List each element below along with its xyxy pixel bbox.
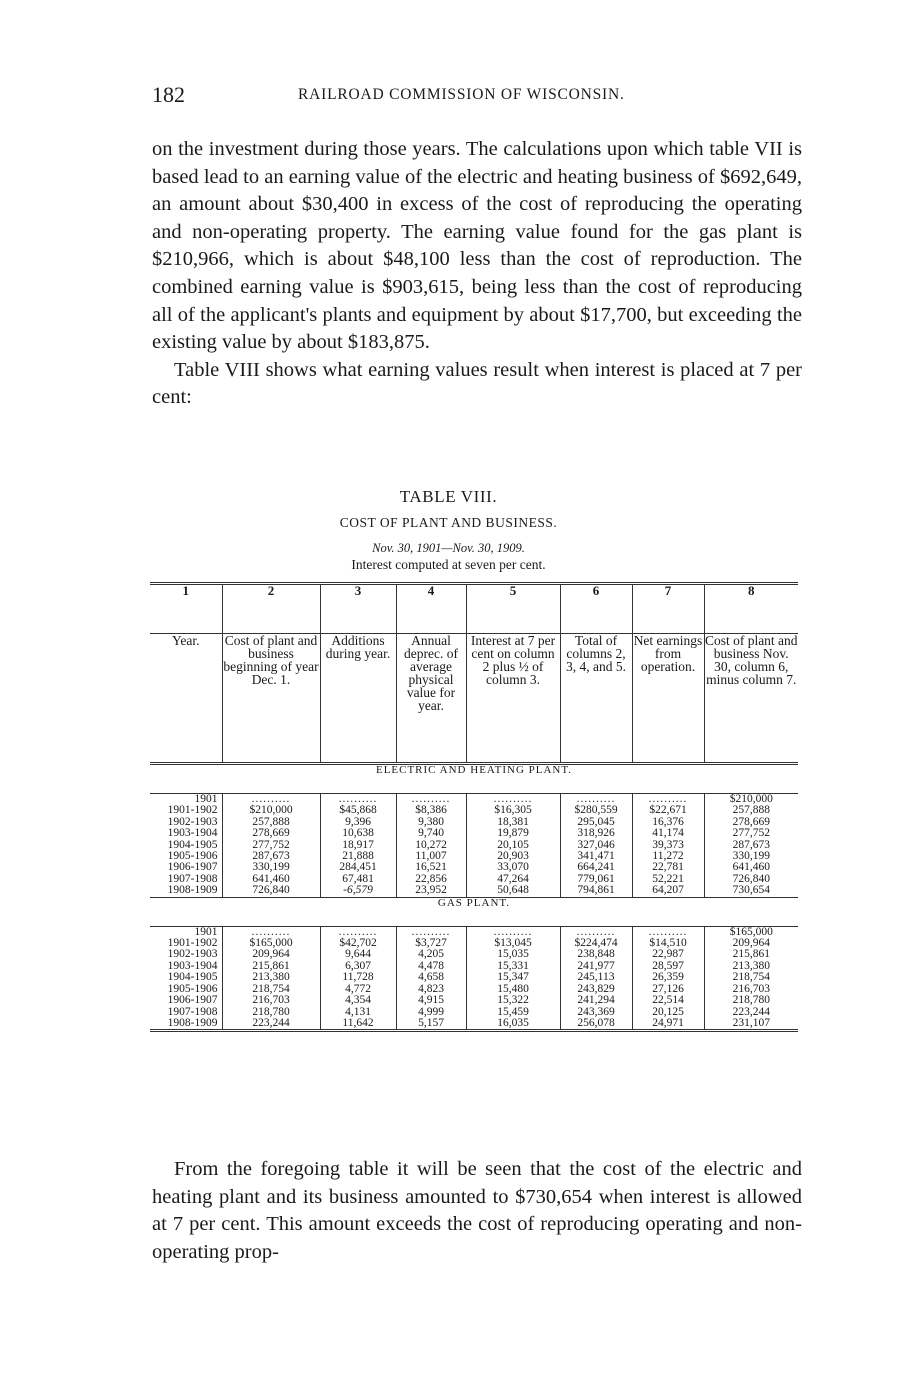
start-row (150, 794, 798, 806)
column-header-row (150, 634, 798, 764)
column-number: 3 (320, 584, 396, 634)
table-subtitle: COST OF PLANT AND BUSINESS. (339, 515, 558, 530)
running-head: RAILROAD COMMISSION OF WISCONSIN. (298, 86, 625, 103)
value-cell: 641,460 (704, 862, 798, 873)
value-cell: 218,780 (704, 995, 798, 1006)
column-number: 4 (396, 584, 466, 634)
value-cell: 6,307 (320, 961, 396, 972)
value-cell: 20,125 (632, 1007, 704, 1018)
value-cell: 794,861 (560, 885, 632, 897)
value-cell: 278,669 (704, 817, 798, 828)
value-cell: 330,199 (222, 862, 320, 873)
table-row (150, 1007, 798, 1018)
value-cell: 730,654 (704, 885, 798, 897)
value-cell: 5,157 (396, 1018, 466, 1031)
value-cell: 278,669 (222, 828, 320, 839)
value-cell: $13,045 (466, 938, 560, 949)
value-cell: 4,823 (396, 984, 466, 995)
value-cell: 15,331 (466, 961, 560, 972)
value-cell: 21,888 (320, 851, 396, 862)
value-cell: $22,671 (632, 805, 704, 816)
page-number: 182 (152, 82, 185, 107)
value-cell: 213,380 (704, 961, 798, 972)
value-cell: $42,702 (320, 938, 396, 949)
value-cell: 287,673 (222, 851, 320, 862)
value-cell: 287,673 (704, 840, 798, 851)
value-cell: 330,199 (704, 851, 798, 862)
dot-leader: .......... (466, 794, 560, 806)
value-cell: 10,638 (320, 828, 396, 839)
column-header: Total of columns 2, 3, 4, and 5. (560, 634, 632, 764)
year-cell: 1907-1908 (167, 872, 218, 885)
value-cell: 243,369 (560, 1007, 632, 1018)
year-cell: 1901-1902 (167, 804, 218, 817)
value-cell: 33,070 (466, 862, 560, 873)
value-cell: 23,952 (396, 885, 466, 897)
value-cell: 11,728 (320, 972, 396, 983)
value-cell: 231,107 (704, 1018, 798, 1031)
year-cell: 1904-1905 (167, 971, 218, 984)
value-cell: 243,829 (560, 984, 632, 995)
value-cell: 215,861 (704, 949, 798, 960)
value-cell: 277,752 (704, 828, 798, 839)
section-label-row (150, 897, 798, 926)
value-cell: 664,241 (560, 862, 632, 873)
table-row (150, 851, 798, 862)
value-cell: 218,780 (222, 1007, 320, 1018)
value-cell: $8,386 (396, 805, 466, 816)
table-note: Interest computed at seven per cent. (351, 557, 546, 572)
electric-section (150, 764, 798, 898)
value-cell: 20,903 (466, 851, 560, 862)
section-label-electric: ELECTRIC AND HEATING PLANT. (150, 764, 798, 794)
dot-leader: .......... (466, 926, 560, 938)
value-cell: 4,205 (396, 949, 466, 960)
value-cell: 9,740 (396, 828, 466, 839)
body-text-top (152, 136, 802, 412)
table-row (150, 949, 798, 960)
value-cell: 15,347 (466, 972, 560, 983)
dot-leader: .......... (560, 794, 632, 806)
value-cell: 9,644 (320, 949, 396, 960)
value-cell: 4,131 (320, 1007, 396, 1018)
column-header: Interest at 7 per cent on column 2 plus ½ of column 3. (466, 634, 560, 764)
column-header: Cost of plant and business Nov. 30, column 6, minus column 7. (704, 634, 798, 764)
value-cell: 218,754 (704, 972, 798, 983)
table-period: Nov. 30, 1901—Nov. 30, 1909. (372, 541, 525, 555)
value-cell: 4,478 (396, 961, 466, 972)
column-header: Net earnings from operation. (632, 634, 704, 764)
value-cell: $280,559 (560, 805, 632, 816)
column-number: 2 (222, 584, 320, 634)
value-cell: 4,915 (396, 995, 466, 1006)
dot-leader: .......... (320, 926, 396, 938)
value-cell: 15,459 (466, 1007, 560, 1018)
value-cell: 284,451 (320, 862, 396, 873)
value-cell: 4,658 (396, 972, 466, 983)
value-cell: 4,354 (320, 995, 396, 1006)
value-cell: 223,244 (704, 1007, 798, 1018)
paragraph-2: Table VIII shows what earning values result when interest is placed at 7 per cent: (152, 358, 802, 409)
value-cell: 26,359 (632, 972, 704, 983)
body-text-bottom (152, 1156, 802, 1266)
year-cell: 1906-1907 (167, 861, 218, 874)
value-cell: 209,964 (704, 938, 798, 949)
year-cell: 1905-1906 (167, 982, 218, 995)
column-number: 6 (560, 584, 632, 634)
table-row (150, 984, 798, 995)
value-cell: 9,396 (320, 817, 396, 828)
value-cell: 213,380 (222, 972, 320, 983)
value-cell: 726,840 (222, 885, 320, 897)
value-cell: 4,999 (396, 1007, 466, 1018)
value-cell: 209,964 (222, 949, 320, 960)
value-cell: 19,879 (466, 828, 560, 839)
table-title: TABLE VIII. (399, 487, 498, 506)
table-row (150, 938, 798, 949)
value-cell: 779,061 (560, 874, 632, 885)
table-row (150, 862, 798, 873)
dot-leader: .......... (222, 926, 320, 938)
year-cell: 1904-1905 (167, 838, 218, 851)
value-cell: 277,752 (222, 840, 320, 851)
value-cell: 295,045 (560, 817, 632, 828)
table-row (150, 995, 798, 1006)
start-value: $165,000 (704, 926, 798, 938)
value-cell: $45,868 (320, 805, 396, 816)
column-number-row (150, 584, 798, 634)
table-row (150, 817, 798, 828)
value-cell: 10,272 (396, 840, 466, 851)
value-cell: 15,480 (466, 984, 560, 995)
value-cell: 15,322 (466, 995, 560, 1006)
section-label-row (150, 764, 798, 794)
value-cell: 16,035 (466, 1018, 560, 1031)
value-cell: $3,727 (396, 938, 466, 949)
value-cell: 28,597 (632, 961, 704, 972)
value-cell: 22,514 (632, 995, 704, 1006)
value-cell: 22,781 (632, 862, 704, 873)
year-cell: 1903-1904 (167, 959, 218, 972)
value-cell: 41,174 (632, 828, 704, 839)
value-cell: $224,474 (560, 938, 632, 949)
year-cell: 1903-1904 (167, 827, 218, 840)
table-row (150, 972, 798, 983)
value-cell: 22,987 (632, 949, 704, 960)
table-row (150, 805, 798, 816)
value-cell: 16,521 (396, 862, 466, 873)
value-cell: 257,888 (704, 805, 798, 816)
year-cell: 1902-1903 (167, 815, 218, 828)
year-cell: 1905-1906 (167, 850, 218, 863)
value-cell: 50,648 (466, 885, 560, 897)
year-cell: 1906-1907 (167, 994, 218, 1007)
value-cell: 16,376 (632, 817, 704, 828)
value-cell: 47,264 (466, 874, 560, 885)
value-cell: 216,703 (222, 995, 320, 1006)
year-cell: 1908-1909 (150, 1018, 222, 1031)
start-value: $210,000 (704, 794, 798, 806)
column-number: 1 (150, 584, 222, 634)
value-cell: 9,380 (396, 817, 466, 828)
value-cell: $165,000 (222, 938, 320, 949)
paragraph-3: From the foregoing table it will be seen that the cost of the electric and heating plant and its business amounted to $730,654 when interest is allowed at 7 per cent. This amount exceeds the cost of reproducing operating and non-operating prop- (152, 1158, 802, 1263)
value-cell: 215,861 (222, 961, 320, 972)
value-cell: 218,754 (222, 984, 320, 995)
paragraph-1: on the investment during those years. The calculations upon which table VII is based lead to an earning value of the electric and heating business of $692,649, an amount about $30,400 in excess of the cost of reproducing the operating and non-operating property. The earning value found for the gas plant is $210,966, which is about $48,100 less than the cost of reproduction. The combined earning value is $903,615, being less than the cost of reproducing all of the applicant's plants and equipment by about $17,700, but exceeding the existing value by about $183,875. (152, 138, 802, 354)
value-cell: 18,381 (466, 817, 560, 828)
table-row (150, 961, 798, 972)
table-row (150, 1018, 798, 1031)
column-number: 5 (466, 584, 560, 634)
dot-leader: .......... (396, 794, 466, 806)
table-row (150, 828, 798, 839)
year-cell: 1908-1909 (167, 884, 218, 897)
column-header: Annual deprec. of average physical value for year. (396, 634, 466, 764)
value-cell: 15,035 (466, 949, 560, 960)
dot-leader: .......... (320, 794, 396, 806)
value-cell: $14,510 (632, 938, 704, 949)
value-cell: 52,221 (632, 874, 704, 885)
section-label-gas: GAS PLANT. (150, 897, 798, 926)
year-cell: 1907-1908 (167, 1005, 218, 1018)
value-cell: 641,460 (222, 874, 320, 885)
value-cell: 18,917 (320, 840, 396, 851)
value-cell: 256,078 (560, 1018, 632, 1031)
cost-table (150, 582, 798, 1032)
value-cell: 327,046 (560, 840, 632, 851)
column-header: Cost of plant and business beginning of year Dec. 1. (222, 634, 320, 764)
value-cell: 257,888 (222, 817, 320, 828)
dot-leader: .......... (632, 926, 704, 938)
value-cell: 11,272 (632, 851, 704, 862)
value-cell: 341,471 (560, 851, 632, 862)
value-cell: $210,000 (222, 805, 320, 816)
year-cell: 1901-1902 (167, 937, 218, 950)
value-cell: 11,642 (320, 1018, 396, 1031)
value-cell: 726,840 (704, 874, 798, 885)
value-cell: 238,848 (560, 949, 632, 960)
table-row (150, 874, 798, 885)
gas-section (150, 897, 798, 1031)
value-cell: 67,481 (320, 874, 396, 885)
value-cell: 216,703 (704, 984, 798, 995)
value-cell: 20,105 (466, 840, 560, 851)
dot-leader: .......... (632, 794, 704, 806)
value-cell: 241,294 (560, 995, 632, 1006)
dot-leader: .......... (396, 926, 466, 938)
value-cell: 24,971 (632, 1018, 704, 1031)
value-cell: 11,007 (396, 851, 466, 862)
value-cell: 4,772 (320, 984, 396, 995)
value-cell: 223,244 (222, 1018, 320, 1031)
start-year: 1901 (194, 793, 218, 805)
value-cell: 245,113 (560, 972, 632, 983)
column-number: 8 (704, 584, 798, 634)
start-row (150, 926, 798, 938)
value-cell: $16,305 (466, 805, 560, 816)
year-cell: 1902-1903 (167, 948, 218, 961)
start-year: 1901 (194, 925, 218, 938)
column-number: 7 (632, 584, 704, 634)
table-row (150, 885, 798, 897)
value-cell: 64,207 (632, 885, 704, 897)
value-cell: 241,977 (560, 961, 632, 972)
value-cell: 318,926 (560, 828, 632, 839)
value-cell: 39,373 (632, 840, 704, 851)
column-header: Additions during year. (320, 634, 396, 764)
value-cell: -6,579 (320, 885, 396, 897)
dot-leader: .......... (222, 794, 320, 806)
table-row (150, 840, 798, 851)
dot-leader: .......... (560, 926, 632, 938)
value-cell: 27,126 (632, 984, 704, 995)
column-header: Year. (150, 634, 222, 764)
value-cell: 22,856 (396, 874, 466, 885)
